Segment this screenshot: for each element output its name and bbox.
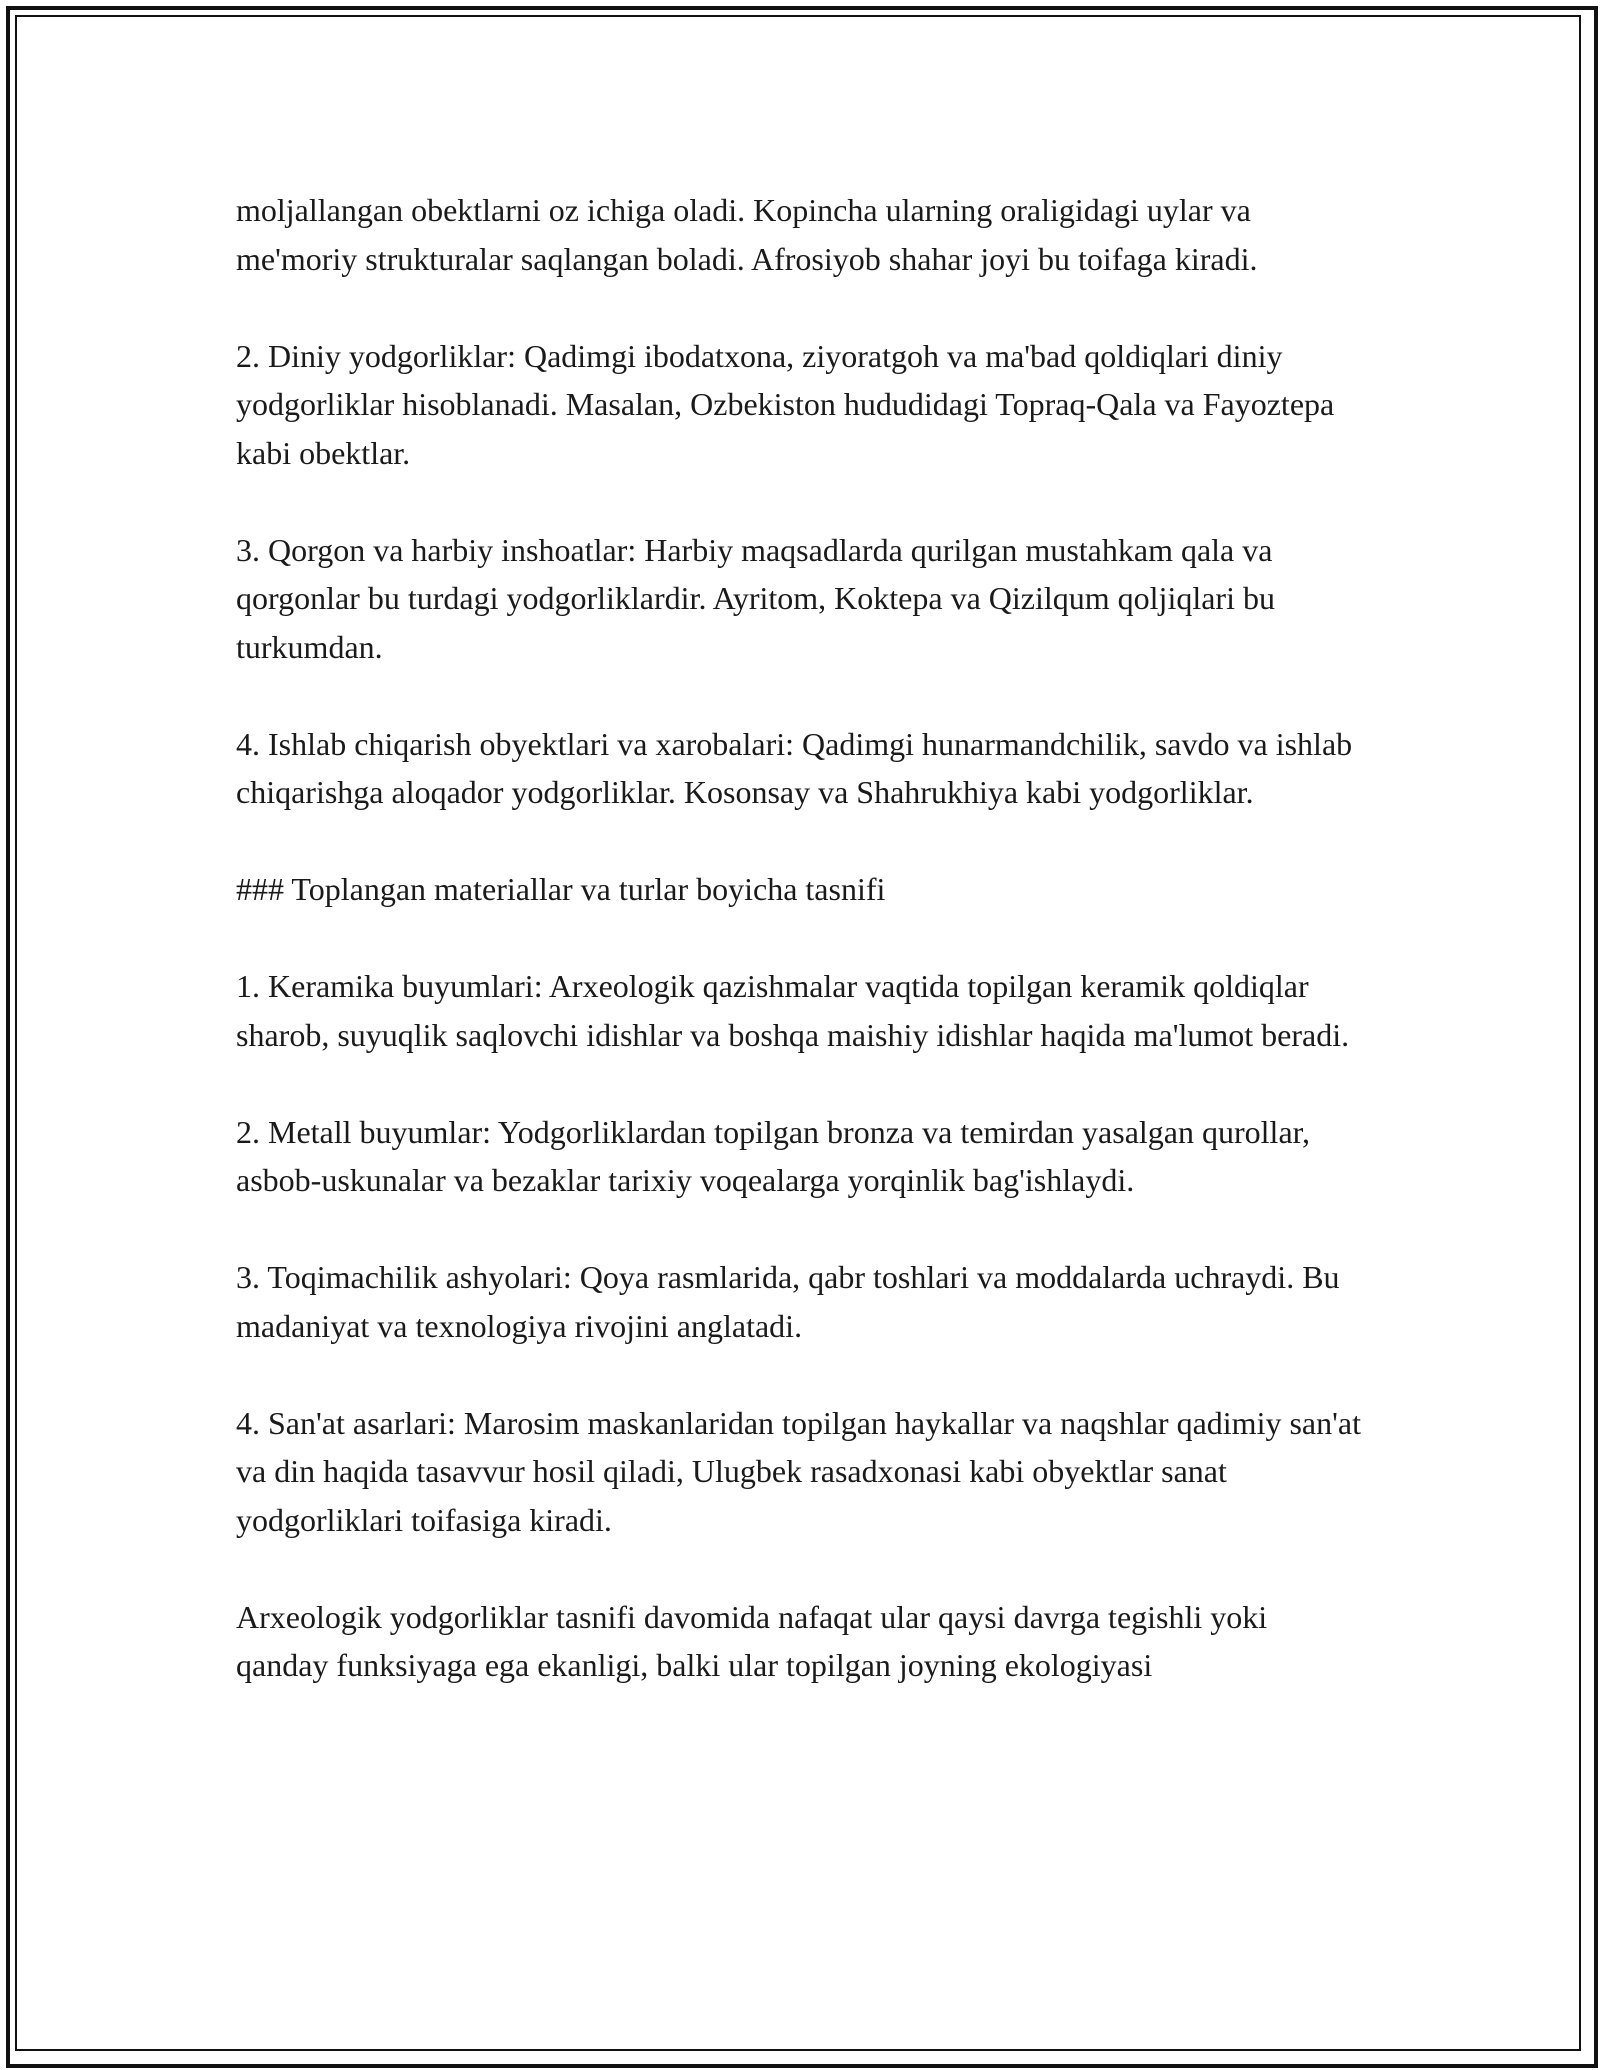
section-heading: ### Toplangan materiallar va turlar boyicha tasnifi <box>236 871 886 907</box>
paragraph-conclusion: Arxeologik yodgorliklar tasnifi davomida nafaqat ular qaysi davrga tegishli yoki qanday funksiyaga ega ekanligi, balki ular topilgan joyning ekologiyasi <box>236 1598 1268 1683</box>
paragraph-intro-continuation: moljallangan obektlarni oz ichiga oladi. Kopincha ularning oraligidagi uylar va me'moriy strukturalar saqlangan boladi. Afrosiyob shahar joyi bu toifaga kiradi. <box>236 192 1258 277</box>
paragraph-fortresses: 3. Qorgon va harbiy inshoatlar: Harbiy maqsadlarda qurilgan mustahkam qala va qorgonlar bu turdagi yodgorliklardir. Ayritom, Koktepa va Qizilqum qoljiqlari bu turkumdan. <box>236 531 1275 665</box>
paragraph-ceramics: 1. Keramika buyumlari: Arxeologik qazishmalar vaqtida topilgan keramik qoldiqlar sharob, suyuqlik saqlovchi idishlar va boshqa maishiy idishlar haqida ma'lumot beradi. <box>236 968 1350 1053</box>
paragraph-metal-items: 2. Metall buyumlar: Yodgorliklardan topilgan bronza va temirdan yasalgan qurollar, asbob-uskunalar va bezaklar tarixiy voqealarga yorqinlik bag'ishlaydi. <box>236 1113 1311 1198</box>
document-body <box>236 186 1366 1690</box>
paragraph-textiles: 3. Toqimachilik ashyolari: Qoya rasmlarida, qabr toshlari va moddalarda uchraydi. Bu madaniyat va texnologiya rivojini anglatadi. <box>236 1259 1340 1344</box>
paragraph-artworks: 4. San'at asarlari: Marosim maskanlaridan topilgan haykallar va naqshlar qadimiy san'at va din haqida tasavvur hosil qiladi, Ulugbek rasadxonasi kabi obyektlar sanat yodgorliklari toifasiga kiradi. <box>236 1404 1361 1538</box>
paragraph-production-sites: 4. Ishlab chiqarish obyektlari va xarobalari: Qadimgi hunarmandchilik, savdo va ishlab chiqarishga aloqador yodgorliklar. Kosonsay va Shahrukhiya kabi yodgorliklar. <box>236 725 1353 810</box>
paragraph-religious-monuments: 2. Diniy yodgorliklar: Qadimgi ibodatxona, ziyoratgoh va ma'bad qoldiqlari diniy yodgorliklar hisoblanadi. Masalan, Ozbekiston hududidagi Topraq-Qala va Fayoztepa kabi obektlar. <box>236 337 1335 471</box>
